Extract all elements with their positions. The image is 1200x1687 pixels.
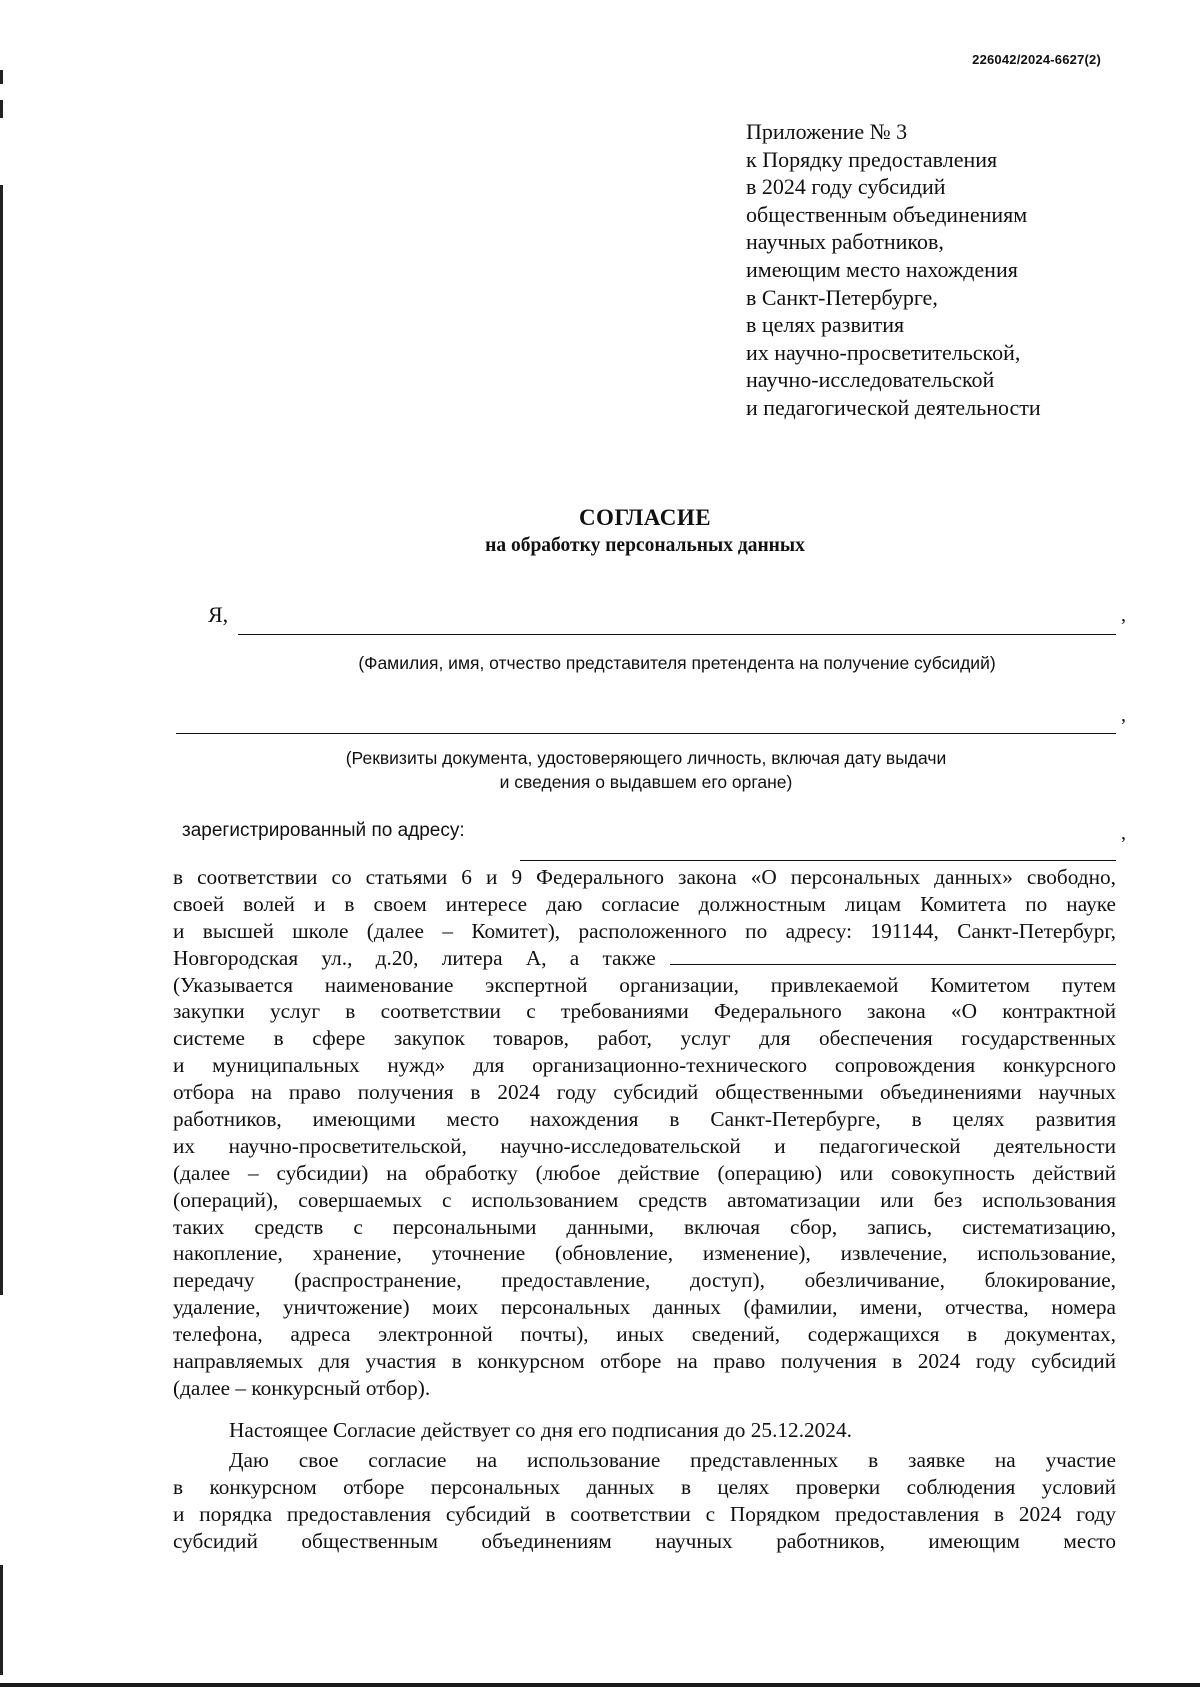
appendix-line: научных работников, <box>746 229 944 255</box>
address-label: зарегистрированный по адресу: <box>182 820 465 841</box>
id-document-blank-line <box>176 733 1116 734</box>
caption-line: и сведения о выдавшем его органе) <box>499 772 793 792</box>
name-caption: (Фамилия, имя, отчество представителя претендента на получение субсидий) <box>358 653 996 673</box>
scan-edge-bottom <box>0 1683 1200 1687</box>
body-line: накопление, хранение, уточнение (обновление, изменение), извлечение, использование, <box>173 1241 1116 1266</box>
body-line: закупки услуг в соответствии с требованиями Федерального закона «О контрактной <box>173 999 1116 1024</box>
scan-edge-mark <box>0 1565 3 1675</box>
appendix-line: имеющим место нахождения <box>746 256 1018 282</box>
appendix-line: научно-исследовательской <box>746 367 995 393</box>
consent-body-paragraph <box>173 864 1116 1402</box>
caption-line: (Реквизиты документа, удостоверяющего личность, включая дату выдачи <box>345 748 947 768</box>
name-blank-line <box>238 634 1116 635</box>
appendix-line: в 2024 году субсидий <box>746 174 946 200</box>
body-line: системе в сфере закупок товаров, работ, услуг для обеспечения государственных <box>173 1026 1116 1051</box>
appendix-line: в Санкт-Петербурге, <box>746 284 938 310</box>
registration-number: 226042/2024-6627(2) <box>972 52 1101 67</box>
validity-paragraph <box>173 1417 1116 1444</box>
id-document-caption <box>176 746 1116 794</box>
body-line: таких средств с персональными данными, включая сбор, запись, систематизацию, <box>173 1214 1116 1239</box>
expert-organization-blank <box>670 946 1116 965</box>
body-line: (далее – конкурсный отбор). <box>173 1375 431 1400</box>
validity-line: Настоящее Согласие действует со дня его подписания до 25.12.2024. <box>229 1418 852 1442</box>
body-line: в соответствии со статьями 6 и 9 Федерального закона «О персональных данных» свободно, <box>173 865 1116 889</box>
body-line: (операций), совершаемых с использованием средств автоматизации или без использования <box>173 1187 1116 1212</box>
body-line: и высшей школе (далее – Комитет), расположенного по адресу: 191144, Санкт-Петербург, <box>173 918 1116 943</box>
body-line: (далее – субсидии) на обработку (любое действие (операцию) или совокупность действий <box>173 1160 1116 1185</box>
body-line: и муниципальных нужд» для организационно-технического сопровождения конкурсного <box>173 1053 1116 1078</box>
consent-usage-paragraph <box>173 1447 1116 1555</box>
document-title: СОГЛАСИЕ <box>578 505 712 530</box>
consent-line: в конкурсном отборе персональных данных в целях проверки соблюдения условий <box>173 1474 1116 1499</box>
consent-line: Даю свое согласие на использование представленных в заявке на участие <box>229 1448 1116 1472</box>
appendix-line: к Порядку предоставления <box>746 146 998 172</box>
body-line: (Указывается наименование экспертной организации, привлекаемой Комитетом путем <box>173 972 1116 997</box>
body-line: направляемых для участия в конкурсном отборе на право получения в 2024 году субсидий <box>173 1349 1116 1374</box>
appendix-line: их научно-просветительской, <box>746 339 1021 365</box>
body-line-with-blank <box>173 945 1116 972</box>
body-line: своей волей и в своем интересе даю согласие должностным лицам Комитета по науке <box>173 891 1116 916</box>
body-line: отбора на право получения в 2024 году субсидий общественными объединениями научных <box>173 1080 1116 1105</box>
appendix-line: общественным объединениям <box>746 201 1028 227</box>
body-line: передачу (распространение, предоставление, доступ), обезличивание, блокирование, <box>173 1268 1116 1293</box>
comma: , <box>1121 604 1126 626</box>
body-line: удаление, уничтожение) моих персональных данных (фамилии, имени, отчества, номера <box>173 1295 1116 1320</box>
consent-line: субсидий общественным объединениям научных работников, имеющим место <box>173 1528 1116 1553</box>
ya-label: Я, <box>208 602 229 627</box>
comma: , <box>1121 704 1126 726</box>
scan-edge-mark <box>0 100 3 118</box>
appendix-line: и педагогической деятельности <box>746 394 1041 420</box>
body-line: телефона, адреса электронной почты), иных сведений, содержащихся в документах, <box>173 1322 1116 1347</box>
appendix-line: в целях развития <box>746 312 905 338</box>
body-line: Новгородская ул., д.20, литера А, а также <box>173 945 656 970</box>
scan-edge-mark <box>0 185 3 1295</box>
document-subtitle: на обработку персональных данных <box>485 535 805 556</box>
address-blank-line <box>520 860 1116 861</box>
appendix-block <box>746 118 1041 422</box>
consent-line: и порядка предоставления субсидий в соответствии с Порядком предоставления в 2024 году <box>173 1501 1116 1526</box>
scan-edge-mark <box>0 70 3 84</box>
body-line: их научно-просветительской, научно-исследовательской и педагогической деятельности <box>173 1133 1116 1158</box>
appendix-line: Приложение № 3 <box>746 119 908 144</box>
comma: , <box>1121 822 1126 844</box>
body-line: работников, имеющими место нахождения в Санкт-Петербурге, в целях развития <box>173 1107 1116 1132</box>
